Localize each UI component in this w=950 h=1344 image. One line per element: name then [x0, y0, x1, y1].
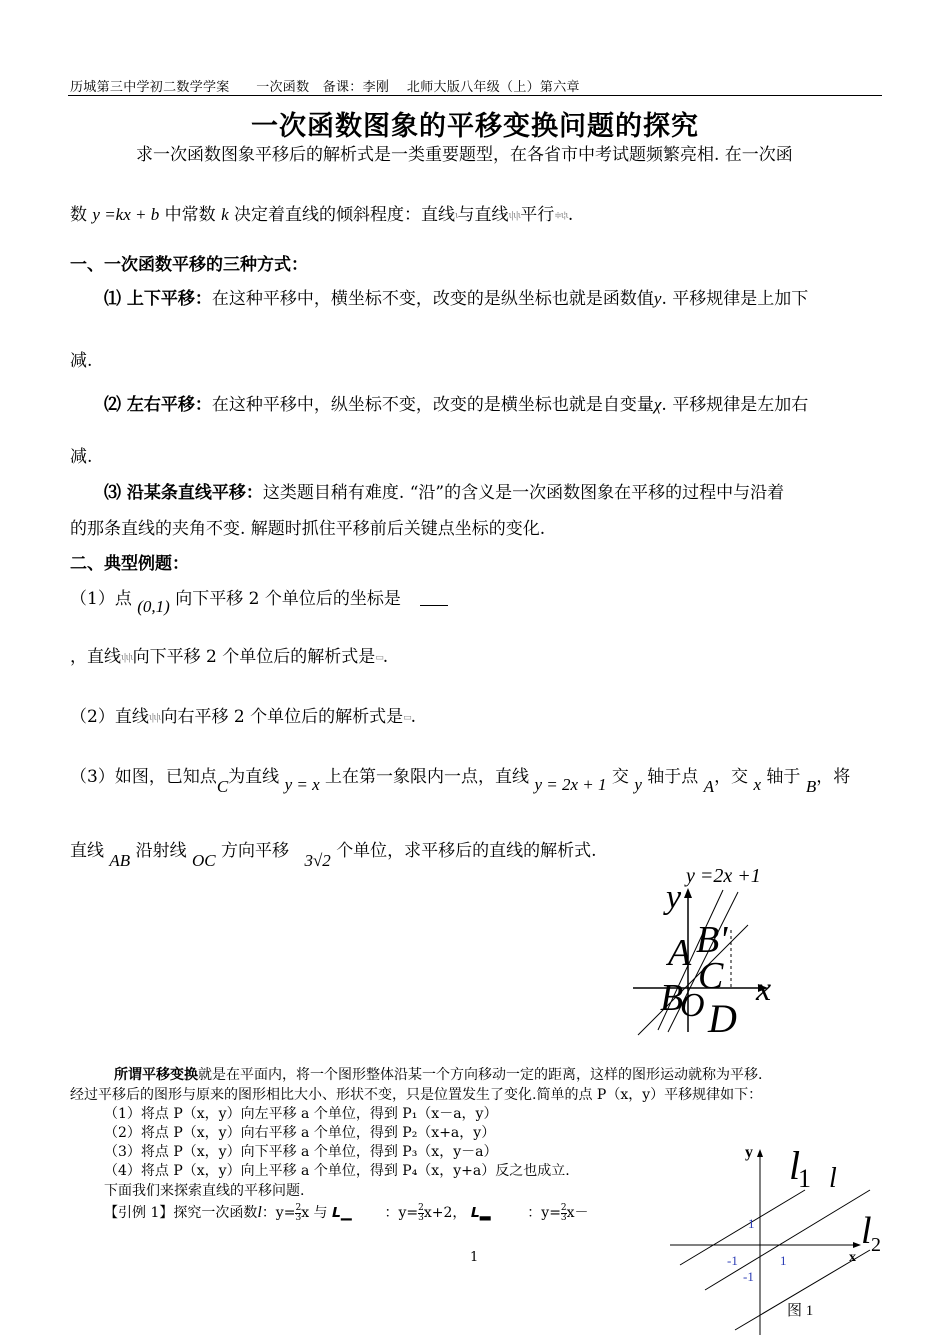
formula-glyph: ι|ι|ι [121, 652, 133, 663]
answer-blank [420, 593, 448, 606]
formula-glyph: ≑ι¦ι [554, 210, 568, 221]
lead-ex-d: ：y= [384, 1205, 419, 1221]
header-rule [68, 95, 882, 96]
var-k: k [221, 205, 229, 224]
lead-ex-a: 【引例 1】探究一次函数 [104, 1205, 258, 1221]
item-3-cont: 的那条直线的夹角不变. 解题时抓住平移前后关键点坐标的变化. [70, 519, 546, 539]
figure-1-label-y: y [666, 879, 682, 916]
rule-3: （3）将点 P（x，y）向下平移 a 个单位，得到 P₃（x，y－a） [104, 1144, 498, 1160]
intro-text-d: 与直线 [457, 205, 509, 225]
fraction-2-3: $\frac{2}{3}$ [560, 1202, 567, 1223]
formula-glyph: ▭ [403, 712, 411, 723]
translation-def-line-2: 经过平移后的图形与原来的图形相比大小、形状不变，只是位置发生了变化.简单的点 P（x，y）平移规律如下： [70, 1087, 763, 1103]
example-1-line-2 [70, 642, 388, 667]
ex3-text-j: 沿射线 [135, 841, 187, 861]
figure-2-tick-y-1: 1 [748, 1216, 755, 1231]
point-0-1: (0,1) [137, 597, 170, 616]
rule-4: （4）将点 P（x，y）向上平移 a 个单位，得到 P₄（x，y+a）反之也成立. [104, 1163, 570, 1179]
example-1-line-1 [70, 584, 452, 616]
formula-glyph: ι [455, 210, 458, 221]
ex1-text-c: ，直线 [70, 647, 121, 667]
y-arrow-icon [684, 888, 692, 898]
figure-1-label-O: O [680, 987, 705, 1024]
ex2-text-b: 向右平移 2 个单位后的解析式是 [160, 707, 404, 727]
distance-3-root-2: 3√2 [304, 851, 331, 870]
line-y-eq-x: y = x [284, 775, 320, 794]
figure-2-caption: 图 1 [787, 1303, 814, 1319]
axis-x: x [753, 775, 762, 794]
figure-1-label-A: A [668, 932, 692, 974]
item-2-text: 在这种平移中，纵坐标不变，改变的是横坐标也就是自变量 [211, 395, 654, 415]
figure-1-label-D: D [708, 996, 737, 1040]
ex3-text-c: 上在第一象限内一点，直线 [325, 767, 530, 787]
ex3-text-f: ，交 [714, 767, 749, 787]
translation-def-line-1 [114, 1064, 762, 1084]
ex3-text-a: （3）如图，已知点 [70, 767, 217, 787]
formula-glyph-l1: 𝙇▁ [332, 1205, 352, 1221]
rule-1: （1）将点 P（x，y）向左平移 a 个单位，得到 P₁（x－a，y） [104, 1106, 498, 1122]
ex2-text-end: . [410, 707, 417, 727]
ex3-text-k: 方向平移 [221, 841, 290, 861]
ex1-text-b: 向下平移 2 个单位后的坐标是 [175, 589, 401, 609]
lead-example-1 [104, 1202, 589, 1223]
ex3-text-d: 交 [611, 767, 629, 787]
y-arrow-icon [757, 1149, 763, 1157]
figure-1-label-x: x [756, 971, 772, 1008]
lead-ex-b: ：y= [261, 1205, 296, 1221]
item-3 [104, 478, 784, 503]
formula-ykxb: y =kx + b [92, 205, 160, 224]
intro-text-end: . [567, 205, 574, 225]
var-x: χ [653, 395, 662, 414]
figure-2-label-l2-sub: 2 [871, 1234, 881, 1256]
fraction-2-3: $\frac{2}{3}$ [418, 1202, 424, 1223]
figure-2-label-l1: l [789, 1143, 801, 1188]
figure-2-tick-y-neg1: -1 [743, 1269, 754, 1284]
lead-ex-f: ：y= [527, 1205, 561, 1221]
page-title: 一次函数图象的平移变换问题的探究 [251, 111, 699, 142]
intro-text-b: 中常数 [164, 205, 216, 225]
line-l [705, 1190, 870, 1290]
formula-glyph: ι|ι|ι [148, 712, 161, 723]
example-2 [70, 702, 416, 727]
ex3-text-g: 轴于 [766, 767, 801, 787]
item-3-text: 这类题目稍有难度. “沿”的含义是一次函数图象在平移的过程中与沿着 [262, 483, 785, 503]
rule-2: （2）将点 P（x，y）向右平移 a 个单位，得到 P₂（x+a，y） [104, 1125, 496, 1141]
example-3-line-1 [70, 762, 851, 796]
figure-2 [665, 1135, 905, 1340]
example-3-line-2 [70, 836, 597, 870]
explore-intro: 下面我们来探索直线的平移问题. [104, 1183, 305, 1199]
figure-1-label-B: B [660, 977, 684, 1019]
var-y: y [653, 289, 662, 308]
section-1-heading: 一、一次函数平移的三种方式： [70, 255, 308, 275]
figure-2-tick-x-1: 1 [780, 1253, 787, 1268]
figure-1-label-Bprime: B' [696, 919, 728, 961]
page-number: 1 [470, 1250, 479, 1265]
intro-line-2 [70, 200, 573, 225]
lead-ex-e: x+2， [423, 1205, 467, 1221]
axis-y: y [634, 775, 642, 794]
formula-glyph-l2: 𝙇▂ [470, 1205, 491, 1221]
point-C: C [216, 777, 229, 796]
translation-def-text: 就是在平面内，将一个图形整体沿某一个方向移动一定的距离，这样的图形运动就称为平移. [198, 1067, 763, 1083]
figure-1-equation: y =2x +1 [686, 865, 761, 887]
ex1-text-d: 向下平移 2 个单位后的解析式是 [132, 647, 376, 667]
lead-ex-c: x 与 [301, 1205, 328, 1221]
figure-2-label-x: x [849, 1250, 856, 1265]
item-2-cont: 减. [70, 447, 93, 467]
item-2-text-2: . 平移规律是左加右 [661, 395, 809, 415]
ex1-text-end: . [382, 647, 389, 667]
formula-glyph: ι|ι|ι [508, 210, 521, 221]
formula-glyph: ▭ [375, 652, 383, 663]
item-2 [104, 390, 808, 415]
lead-ex-g: x－ [566, 1205, 589, 1221]
item-1-text: 在这种平移中，横坐标不变，改变的是纵坐标也就是函数值 [211, 289, 654, 309]
item-1-label: ⑴ 上下平移： [104, 289, 212, 309]
section-2-heading: 二、典型例题： [70, 554, 189, 574]
ex3-text-h: ，将 [816, 767, 851, 787]
ex1-text-a: （1）点 [70, 589, 132, 609]
figure-1 [628, 860, 788, 1040]
ray-OC: OC [192, 851, 216, 870]
figure-2-label-l2: l [861, 1210, 872, 1252]
point-A: A [703, 777, 715, 796]
figure-2-label-l: l [829, 1163, 837, 1194]
x-arrow-icon [853, 1242, 861, 1248]
figure-2-label-y: y [745, 1144, 753, 1161]
line-y-eq-2x-plus-1: y = 2x + 1 [534, 775, 607, 794]
figure-2-label-l1-sub: 1 [798, 1164, 811, 1193]
intro-line-1: 求一次函数图象平移后的解析式是一类重要题型，在各省市中考试题频繁亮相. 在一次函 [136, 145, 793, 165]
figure-2-tick-x-neg1: -1 [727, 1253, 738, 1268]
segment-AB: AB [109, 851, 131, 870]
intro-text-c: 决定着直线的倾斜程度：直线 [234, 205, 456, 225]
figure-1-label-C: C [698, 955, 724, 997]
point-B: B [805, 777, 817, 796]
ex3-text-e: 轴于点 [647, 767, 699, 787]
intro-text-a: 数 [70, 205, 87, 225]
ex3-text-b: 为直线 [228, 767, 280, 787]
intro-text-e: 平行 [520, 205, 555, 225]
var-l: l [257, 1204, 262, 1221]
ex3-text-i: 直线 [70, 841, 104, 861]
translation-def-bold: 所谓平移变换 [114, 1067, 198, 1083]
ex3-text-l: 个单位，求平移后的直线的解析式. [336, 841, 597, 861]
fraction-2-3: $\frac{2}{3}$ [295, 1202, 302, 1223]
page-header: 历城第三中学初二数学学案 一次函数 备课：李刚 北师大版八年级（上）第六章 [70, 80, 580, 95]
ex2-text-a: （2）直线 [70, 707, 149, 727]
item-3-label: ⑶ 沿某条直线平移： [104, 483, 263, 503]
item-1 [104, 284, 808, 309]
item-1-cont: 减. [70, 351, 93, 371]
item-1-text-2: . 平移规律是上加下 [661, 289, 809, 309]
item-2-label: ⑵ 左右平移： [104, 395, 212, 415]
